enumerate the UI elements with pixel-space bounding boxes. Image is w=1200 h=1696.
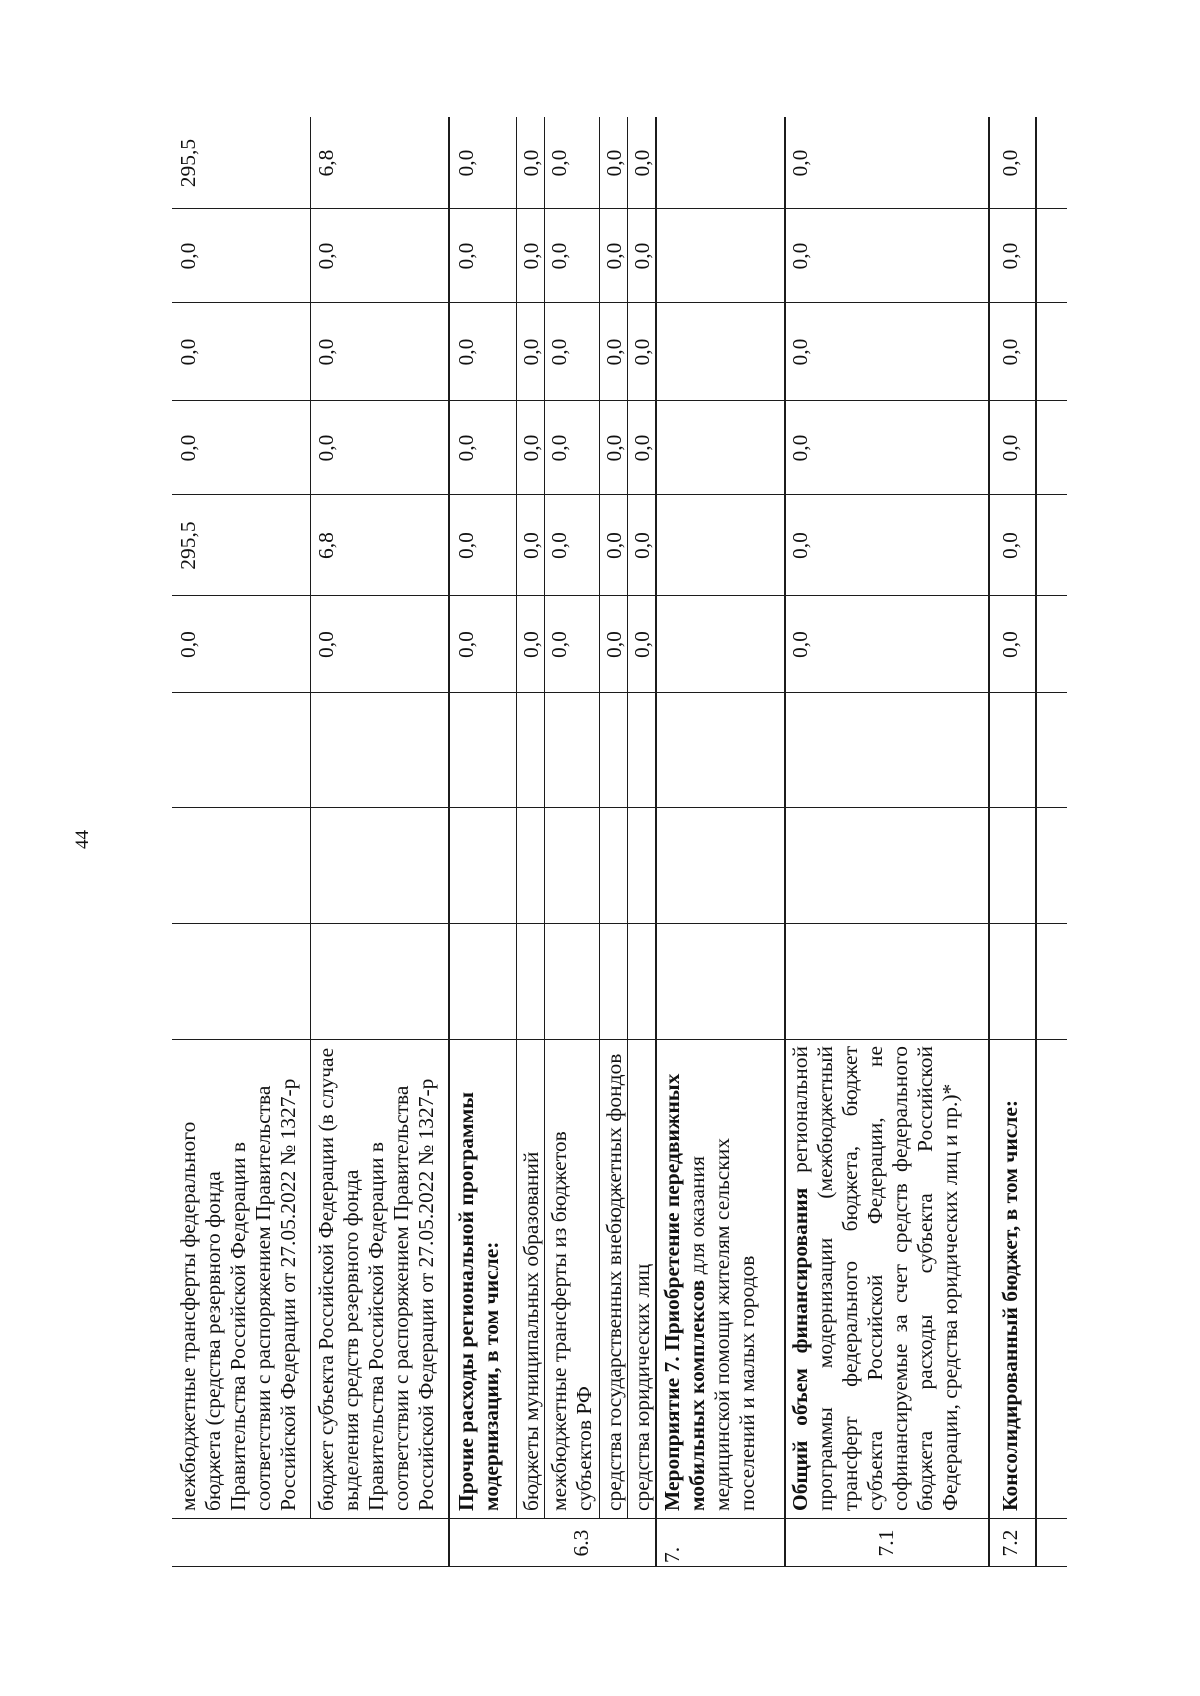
table-border-bottom: [1035, 117, 1037, 1567]
value-cell: 0,0: [176, 242, 200, 270]
value-cell: 0,0: [998, 149, 1022, 177]
budget-table: [172, 117, 1072, 1567]
row-label-text: региональной программы модернизации (межбюджетный трансферт федерального бюджета, бюджет субъекта Российской Федерации, не софинансируемые за счет средств федерального бюджета расходы субъекта Российской Федерации, средства юридических лиц и пр.)*: [788, 1046, 962, 1511]
row-label: [660, 1046, 760, 1511]
value-cell: 0,0: [630, 532, 654, 559]
row-number: 6.3: [569, 1529, 593, 1557]
value-cell: 0,0: [788, 434, 812, 462]
column-divider: [172, 1518, 1067, 1519]
value-cell: 295,5: [176, 138, 200, 188]
row-label: межбюджетные трансферты из бюджетов субъектов РФ: [547, 1131, 596, 1511]
value-cell: 0,0: [454, 242, 478, 270]
value-cell: 0,0: [602, 338, 626, 366]
value-cell: 0,0: [314, 338, 338, 366]
row-label-text: для оказания медицинской помощи жителям сельских поселений и малых городов: [685, 1137, 759, 1511]
row-divider: [988, 117, 990, 1567]
row-label: [788, 1046, 963, 1511]
row-number: 7.2: [998, 1529, 1022, 1557]
row-label: средства юридических лиц: [630, 1263, 654, 1511]
row-label-bold: Мероприятие 7. Приобретение передвижных мобильных комплексов: [660, 1073, 709, 1511]
value-cell: 0,0: [314, 631, 338, 658]
row-label: бюджет субъекта Российской Федерации (в случае выделения средств резервного фонда Правительства Российской Федерации в соответствии с распоряжением Правительства Российской Федерации от 27.05.2022 № 1327-р: [314, 1047, 438, 1511]
value-cell: 6,8: [314, 149, 338, 177]
row-divider: [448, 117, 450, 1567]
value-cell: 0,0: [630, 434, 654, 462]
value-cell: 0,0: [454, 532, 478, 559]
value-cell: 0,0: [630, 149, 654, 177]
value-cell: 6,8: [314, 532, 338, 559]
row-divider: [516, 117, 517, 1519]
value-cell: 0,0: [454, 434, 478, 462]
value-cell: 0,0: [998, 532, 1022, 559]
value-cell: 0,0: [602, 434, 626, 462]
value-cell: 0,0: [788, 149, 812, 177]
value-cell: 0,0: [454, 338, 478, 366]
value-cell: 0,0: [314, 434, 338, 462]
value-cell: 0,0: [788, 242, 812, 270]
value-cell: 0,0: [630, 631, 654, 658]
value-cell: 0,0: [998, 434, 1022, 462]
value-cell: 0,0: [519, 532, 543, 559]
row-divider: [310, 117, 311, 1519]
row-number: 7.1: [874, 1529, 898, 1557]
value-cell: 0,0: [176, 631, 200, 658]
row-divider: [627, 117, 628, 1519]
value-cell: 0,0: [788, 338, 812, 366]
row-divider: [544, 117, 545, 1519]
value-cell: 0,0: [314, 242, 338, 270]
value-cell: 295,5: [176, 521, 200, 570]
value-cell: 0,0: [519, 631, 543, 658]
row-label: средства государственных внебюджетных фондов: [602, 1053, 626, 1511]
value-cell: 0,0: [998, 338, 1022, 366]
value-cell: 0,0: [602, 149, 626, 177]
value-cell: 0,0: [519, 149, 543, 177]
column-divider: [172, 807, 1067, 808]
column-divider: [172, 1039, 1067, 1040]
value-cell: 0,0: [602, 242, 626, 270]
row-label: межбюджетные трансферты федерального бюджета (средства резервного фонда Правительства Российской Федерации в соответствии с распоряжением Правительства Российской Федерации от 27.05.2022 № 1327-р: [176, 1078, 300, 1511]
column-divider: [172, 923, 1067, 924]
value-cell: 0,0: [788, 631, 812, 658]
value-cell: 0,0: [519, 434, 543, 462]
row-divider: [655, 117, 657, 1567]
value-cell: 0,0: [630, 242, 654, 270]
row-number: 7.: [660, 1546, 684, 1563]
table-border-left: [172, 1566, 1067, 1567]
value-cell: 0,0: [176, 434, 200, 462]
value-cell: 0,0: [454, 149, 478, 177]
value-cell: 0,0: [547, 149, 571, 177]
value-cell: 0,0: [547, 631, 571, 658]
value-cell: 0,0: [630, 338, 654, 366]
value-cell: 0,0: [454, 631, 478, 658]
value-cell: 0,0: [519, 338, 543, 366]
row-label: бюджеты муниципальных образований: [519, 1151, 543, 1511]
row-label: Прочие расходы региональной программы модернизации, в том числе:: [454, 1091, 503, 1511]
value-cell: 0,0: [176, 338, 200, 366]
value-cell: 0,0: [602, 532, 626, 559]
value-cell: 0,0: [998, 242, 1022, 270]
row-label-bold: Общий объем финансирования: [788, 1187, 812, 1511]
row-label: Консолидированный бюджет, в том числе:: [998, 1099, 1022, 1511]
value-cell: 0,0: [519, 242, 543, 270]
value-cell: 0,0: [547, 532, 571, 559]
value-cell: 0,0: [788, 532, 812, 559]
row-divider: [599, 117, 600, 1519]
value-cell: 0,0: [998, 631, 1022, 658]
value-cell: 0,0: [602, 631, 626, 658]
value-cell: 0,0: [547, 338, 571, 366]
value-cell: 0,0: [547, 434, 571, 462]
row-divider: [784, 117, 786, 1567]
page-number: 44: [72, 830, 93, 849]
value-cell: 0,0: [547, 242, 571, 270]
